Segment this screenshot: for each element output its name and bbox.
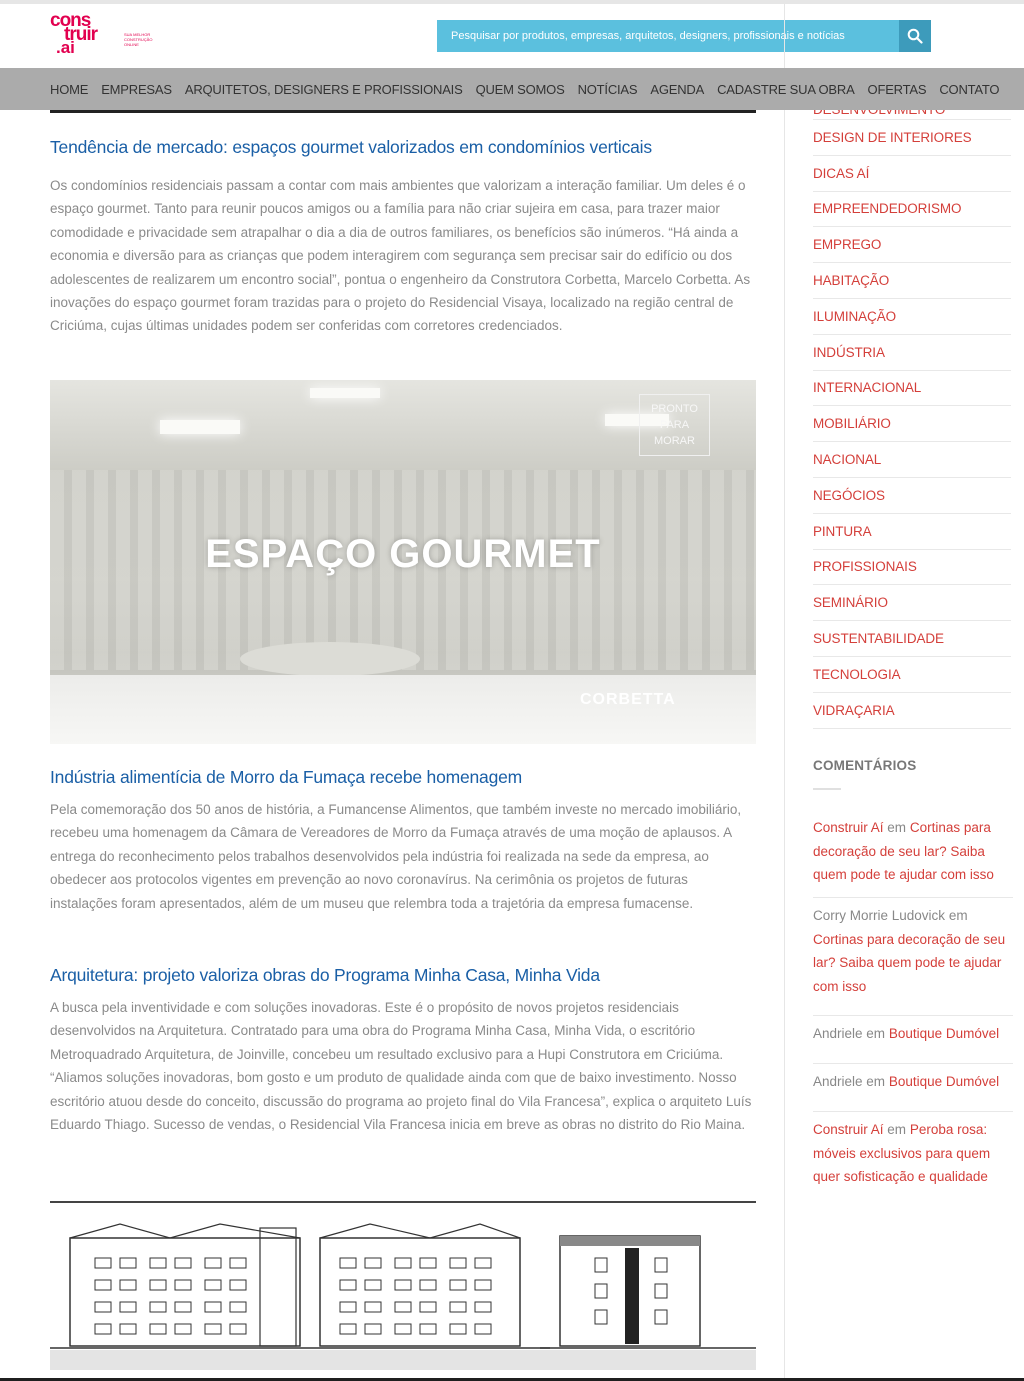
nav-ofertas[interactable]: OFERTAS <box>867 81 927 97</box>
category-item[interactable]: NACIONAL <box>813 442 1011 478</box>
article-title[interactable]: Arquitetura: projeto valoriza obras do Programa Minha Casa, Minha Vida <box>50 965 600 985</box>
comment-post-link[interactable]: Peroba rosa: móveis exclusivos para quem quer sofisticação e qualidade <box>813 1122 991 1185</box>
category-item[interactable]: VIDRAÇARIA <box>813 693 1011 729</box>
section-divider <box>50 110 756 113</box>
image-table <box>240 642 420 676</box>
comment-post-link[interactable]: Cortinas para decoração de seu lar? Saiba quem pode te ajudar com isso <box>813 931 1006 994</box>
comments-heading: COMENTÁRIOS <box>813 758 917 773</box>
comment-item <box>813 1064 1013 1112</box>
nav-home[interactable]: HOME <box>50 81 89 97</box>
category-item[interactable]: ILUMINAÇÃO <box>813 299 1011 335</box>
category-item[interactable]: DICAS AÍ <box>813 156 1011 192</box>
article-title[interactable]: Tendência de mercado: espaços gourmet valorizados em condomínios verticais <box>50 137 652 157</box>
comment-separator: em <box>887 820 907 835</box>
comment-author: Corry Morrie Ludovick <box>813 908 946 923</box>
article-image[interactable] <box>50 380 756 744</box>
elevation-drawing <box>50 1198 756 1378</box>
article-title[interactable]: Indústria alimentícia de Morro da Fumaça recebe homenagem <box>50 767 523 787</box>
category-item[interactable]: PROFISSIONAIS <box>813 550 1011 586</box>
image-counter <box>50 675 756 744</box>
logo-text-1: cons <box>50 10 91 31</box>
nav-agenda[interactable]: AGENDA <box>650 81 705 97</box>
comment-author[interactable]: Construir Aí <box>813 820 884 835</box>
category-item[interactable]: SUSTENTABILIDADE <box>813 621 1011 657</box>
image-badge: PRONTO PARA MORAR <box>639 394 710 456</box>
category-list <box>813 86 1011 729</box>
comment-item <box>813 898 1013 1016</box>
nav-cadastre-obra[interactable]: CADASTRE SUA OBRA <box>717 81 855 97</box>
category-item[interactable]: EMPREENDEDORISMO <box>813 192 1011 228</box>
category-item[interactable]: NEGÓCIOS <box>813 478 1011 514</box>
logo-text-3: .ai <box>56 38 75 57</box>
category-item[interactable]: TECNOLOGIA <box>813 657 1011 693</box>
comment-separator: em <box>866 1026 886 1041</box>
comment-item <box>813 810 1013 898</box>
recent-comments <box>813 810 1013 1194</box>
comment-post-link[interactable]: Boutique Dumóvel <box>888 1026 1000 1041</box>
article-excerpt: Os condomínios residenciais passam a contar com mais ambientes que valorizam a interação familiar. Um deles é o espaço gourmet. Tanto para reunir poucos amigos ou a família para não criar sujeira em casa, para trazer maior comodidade e privacidade sem atrapalhar o dia a dia de outros familiares, os benefícios são inúmeros. “Há ainda a economia e diversão para as crianças que podem interagirem com segurança sem precisar sair do edifício ou dos adolescentes de realizarem um encontro social”, pontua o engenheiro da Construtora Corbetta, Marcelo Corbetta. As inovações do espaço gourmet foram trazidas para o projeto do Residencial Visaya, localizado na região central de Criciúma, cujas últimas unidades podem ser conferidas com corretores credenciados. <box>50 178 751 334</box>
image-brand-logo: CORBETTA <box>580 691 676 708</box>
site-logo[interactable] <box>50 12 170 58</box>
logo-tagline: SUA MELHOR CONSTRUÇÃO ONLINE <box>124 32 153 47</box>
nav-noticias[interactable]: NOTÍCIAS <box>577 81 638 97</box>
comment-post-link[interactable]: Boutique Dumóvel <box>888 1074 1000 1089</box>
article-item <box>50 766 756 915</box>
nav-quem-somos[interactable]: QUEM SOMOS <box>475 81 565 97</box>
comment-separator: em <box>948 908 968 923</box>
heading-underline <box>813 788 841 790</box>
main-nav <box>0 68 1024 110</box>
article-excerpt: Pela comemoração dos 50 anos de história, a Fumancense Alimentos, que também investe no mercado imobiliário, recebeu uma homenagem da Câmara de Vereadores de Morro da Fumaça através de uma moção de aplausos. A entrega do reconhecimento pelos trabalhos desenvolvidos pela indústria foi realizada na sede da empresa, ao obedecer aos protocolos vigentes em prevenção ao novo coronavírus. Na cerimônia os projetos de futuras instalações foram apresentados, além de um museu que relembra toda a trajetória da empresa fumacense. <box>50 802 742 911</box>
ceiling-light <box>310 388 380 398</box>
article-item <box>50 964 756 1136</box>
comment-item <box>813 1016 1013 1064</box>
logo-text-2: truir <box>64 24 97 45</box>
comment-item <box>813 1112 1013 1194</box>
article-excerpt: A busca pela inventividade e com soluções inovadoras. Este é o propósito de novos projetos residenciais desenvolvidos na Arquitetura. Contratado para uma obra do Programa Minha Casa, Minha Vida, o escritório Metroquadrado Arquitetura, de Joinville, concebeu um resultado exclusivo para a Hupi Construtora em Criciúma. “Aliamos soluções inovadoras, bom gosto e um produto de qualidade ainda com que de baixo investimento. Nosso escritório atuou desde do conceito, discussão do programa ao projeto final do Vila Francesa”, explica o arquiteto Luís Eduardo Thiago. Sucesso de vendas, o Residencial Vila Francesa inicia em breve as obras no distrito do Rio Maina. <box>50 1000 752 1133</box>
article-item <box>50 136 756 338</box>
category-item[interactable]: MOBILIÁRIO <box>813 406 1011 442</box>
ceiling-light <box>160 420 240 434</box>
comment-separator: em <box>887 1122 907 1137</box>
image-title: ESPAÇO GOURMET <box>205 532 601 576</box>
comment-separator: em <box>866 1074 886 1089</box>
category-item[interactable]: HABITAÇÃO <box>813 263 1011 299</box>
category-item[interactable]: INDÚSTRIA <box>813 335 1011 371</box>
nav-contato[interactable]: CONTATO <box>939 81 1000 97</box>
category-item[interactable]: EMPREGO <box>813 227 1011 263</box>
architectural-drawing-image[interactable] <box>50 1198 756 1378</box>
category-item[interactable]: PINTURA <box>813 514 1011 550</box>
category-item[interactable]: SEMINÁRIO <box>813 585 1011 621</box>
category-item[interactable]: DESIGN DE INTERIORES <box>813 120 1011 156</box>
comment-author: Andriele <box>813 1026 863 1041</box>
sidebar <box>784 0 1024 1381</box>
nav-empresas[interactable]: EMPRESAS <box>101 81 172 97</box>
comment-author: Andriele <box>813 1074 863 1089</box>
nav-arquitetos[interactable]: ARQUITETOS, DESIGNERS E PROFISSIONAIS <box>184 81 463 97</box>
comment-post-link[interactable]: Cortinas para decoração de seu lar? Saiba quem pode te ajudar com isso <box>813 820 994 883</box>
comment-author[interactable]: Construir Aí <box>813 1122 884 1137</box>
article-list <box>50 110 756 1133</box>
category-item[interactable]: INTERNACIONAL <box>813 371 1011 407</box>
